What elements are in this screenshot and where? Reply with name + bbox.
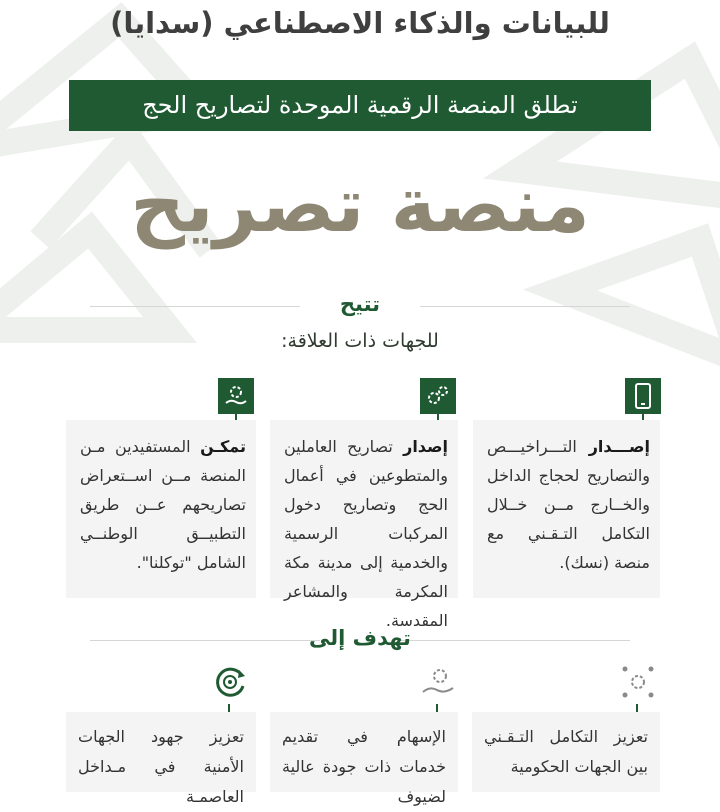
card-text: المستفيدين مـن المنصة مــن اســتعراض تصاريحهم عــن طريق التطبيــق الوطنــي الشامل "توكلنا". [80,437,246,572]
gear-hand-icon [218,378,254,414]
mobile-phone-icon [625,378,661,414]
goals-card [472,712,660,792]
enables-subheading: للجهات ذات العلاقة: [281,330,439,352]
gears-icon [420,378,456,414]
announcement-banner: تطلق المنصة الرقمية الموحدة لتصاريح الحج [69,80,651,131]
organization-line: للبيانات والذكاء الاصطناعي (سدايا) [110,6,610,40]
target-refresh-icon [210,662,250,702]
card-text: الإسهام في تقديم خدمات ذات جودة عالية لضيوف [282,727,446,806]
goals-card [66,712,256,806]
card-text: تعزيز جهود الجهات الأمنية في مـداخل العاصمـة [78,727,244,806]
gear-hand-icon [418,662,458,702]
enables-heading: تتيح [339,292,381,316]
page-title: منصة تصريح [130,160,590,249]
card-lead: إصدار [403,437,448,456]
enables-card [473,420,660,598]
card-text: التـــراخيـــص والتصاريح لحجاج الداخل والخــارج مــن خــلال التكامل التـقـني مع منصة (نسك). [487,437,650,572]
card-lead: إصـــدار [588,437,650,456]
goals-card [270,712,458,806]
card-text: تعزيز التكامل التـقـني بين الجهات الحكومية [484,727,648,776]
card-lead: تمكـن [200,437,246,456]
card-text: تصاريح العاملين والمتطوعين في أعمال الحج وتصاريح دخول المركبات الرسمية والخدمية إلى مدينة مكة المكرمة والمشاعر المقدسة. [284,437,448,630]
network-gear-icon [618,662,658,702]
enables-card [270,420,458,630]
goals-heading: تهدف إلى [309,626,411,650]
enables-card [66,420,256,598]
